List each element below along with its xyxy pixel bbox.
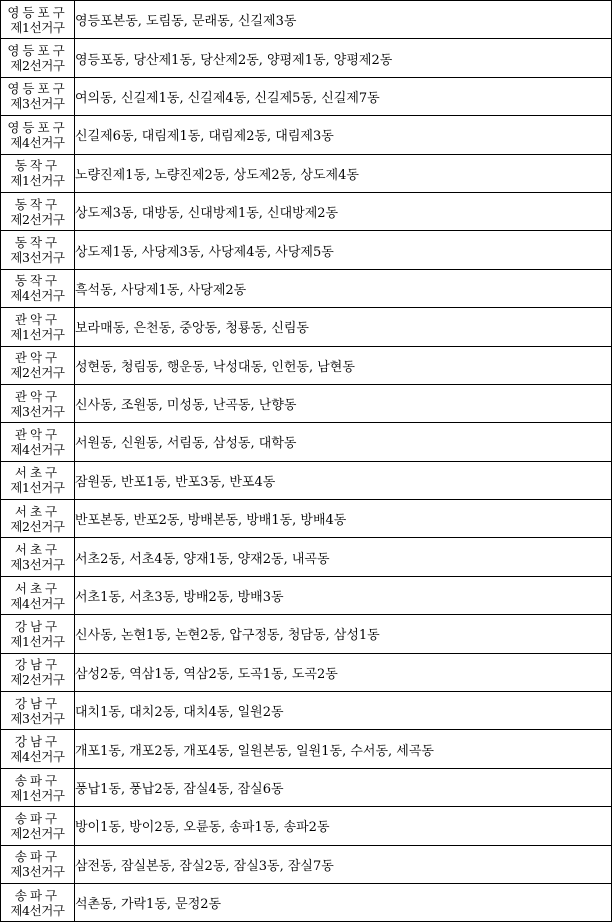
table-row: [1, 308, 612, 346]
district-name: 서초구: [14, 542, 61, 558]
district-name: 동작구: [14, 235, 61, 251]
constituency-name-cell: [1, 346, 75, 384]
dong-list-cell: 신사동, 조원동, 미성동, 난곡동, 난향동: [75, 384, 612, 422]
constituency-name-cell: [1, 39, 75, 77]
table-row: [1, 883, 612, 921]
district-name: 관악구: [14, 426, 61, 442]
table-row: [1, 538, 612, 576]
district-name: 송파구: [14, 887, 61, 903]
district-name: 동작구: [14, 158, 61, 174]
constituency-name-cell: [1, 192, 75, 230]
constituency-name-cell: [1, 576, 75, 614]
district-name: 동작구: [14, 196, 61, 212]
seat-name: 제3선거구: [10, 250, 65, 266]
constituency-name-cell: [1, 308, 75, 346]
table-row: [1, 730, 612, 768]
constituency-name-cell: [1, 461, 75, 499]
table-row: [1, 269, 612, 307]
constituency-name-cell: [1, 423, 75, 461]
seat-name: 제2선거구: [10, 58, 65, 74]
dong-list-cell: 반포본동, 반포2동, 방배본동, 방배1동, 방배4동: [75, 500, 612, 538]
seat-name: 제2선거구: [10, 211, 65, 227]
table-row: [1, 77, 612, 115]
seat-name: 제1선거구: [10, 480, 65, 496]
table-row: [1, 576, 612, 614]
table-row: [1, 807, 612, 845]
dong-list-cell: 영등포본동, 도림동, 문래동, 신길제3동: [75, 1, 612, 39]
district-name: 강남구: [14, 695, 61, 711]
district-name: 영등포구: [7, 119, 68, 135]
table-row: [1, 231, 612, 269]
constituency-name-cell: [1, 154, 75, 192]
district-name: 서초구: [14, 580, 61, 596]
district-name: 강남구: [14, 734, 61, 750]
table-row: [1, 384, 612, 422]
table-row: [1, 346, 612, 384]
dong-list-cell: 서초2동, 서초4동, 양재1동, 양재2동, 내곡동: [75, 538, 612, 576]
table-row: [1, 192, 612, 230]
seat-name: 제1선거구: [10, 787, 65, 803]
dong-list-cell: 신길제6동, 대림제1동, 대림제2동, 대림제3동: [75, 116, 612, 154]
seat-name: 제4선거구: [10, 441, 65, 457]
table-row: [1, 116, 612, 154]
seat-name: 제1선거구: [10, 173, 65, 189]
constituency-name-cell: [1, 615, 75, 653]
seat-name: 제2선거구: [10, 518, 65, 534]
table-row: [1, 653, 612, 691]
district-name: 동작구: [14, 273, 61, 289]
seat-name: 제1선거구: [10, 326, 65, 342]
dong-list-cell: 석촌동, 가락1동, 문정2동: [75, 883, 612, 921]
dong-list-cell: 대치1동, 대치2동, 대치4동, 일원2동: [75, 692, 612, 730]
seat-name: 제4선거구: [10, 288, 65, 304]
district-name: 강남구: [14, 657, 61, 673]
seat-name: 제1선거구: [10, 19, 65, 35]
district-name: 송파구: [14, 810, 61, 826]
table-row: [1, 692, 612, 730]
seat-name: 제3선거구: [10, 403, 65, 419]
table-row: [1, 154, 612, 192]
district-name: 영등포구: [7, 4, 68, 20]
constituency-name-cell: [1, 77, 75, 115]
dong-list-cell: 신사동, 논현1동, 논현2동, 압구정동, 청담동, 삼성1동: [75, 615, 612, 653]
seat-name: 제2선거구: [10, 365, 65, 381]
constituency-name-cell: [1, 384, 75, 422]
dong-list-cell: 잠원동, 반포1동, 반포3동, 반포4동: [75, 461, 612, 499]
dong-list-cell: 삼전동, 잠실본동, 잠실2동, 잠실3동, 잠실7동: [75, 845, 612, 883]
district-name: 서초구: [14, 465, 61, 481]
dong-list-cell: 노량진제1동, 노량진제2동, 상도제2동, 상도제4동: [75, 154, 612, 192]
seat-name: 제4선거구: [10, 902, 65, 918]
constituency-name-cell: [1, 883, 75, 921]
district-name: 관악구: [14, 350, 61, 366]
constituency-name-cell: [1, 730, 75, 768]
constituency-name-cell: [1, 500, 75, 538]
dong-list-cell: 서초1동, 서초3동, 방배2동, 방배3동: [75, 576, 612, 614]
dong-list-cell: 방이1동, 방이2동, 오륜동, 송파1동, 송파2동: [75, 807, 612, 845]
seat-name: 제3선거구: [10, 864, 65, 880]
dong-list-cell: 삼성2동, 역삼1동, 역삼2동, 도곡1동, 도곡2동: [75, 653, 612, 691]
district-name: 관악구: [14, 311, 61, 327]
dong-list-cell: 개포1동, 개포2동, 개포4동, 일원본동, 일원1동, 수서동, 세곡동: [75, 730, 612, 768]
table-row: [1, 615, 612, 653]
seat-name: 제3선거구: [10, 557, 65, 573]
district-name: 영등포구: [7, 81, 68, 97]
constituency-table-body: [1, 1, 612, 922]
district-name: 서초구: [14, 503, 61, 519]
district-name: 관악구: [14, 388, 61, 404]
seat-name: 제3선거구: [10, 710, 65, 726]
constituency-name-cell: [1, 692, 75, 730]
dong-list-cell: 여의동, 신길제1동, 신길제4동, 신길제5동, 신길제7동: [75, 77, 612, 115]
district-name: 강남구: [14, 618, 61, 634]
dong-list-cell: 상도제1동, 사당제3동, 사당제4동, 사당제5동: [75, 231, 612, 269]
seat-name: 제2선거구: [10, 825, 65, 841]
table-row: [1, 845, 612, 883]
table-row: [1, 39, 612, 77]
constituency-name-cell: [1, 653, 75, 691]
table-row: [1, 500, 612, 538]
district-name: 송파구: [14, 849, 61, 865]
seat-name: 제4선거구: [10, 595, 65, 611]
seat-name: 제1선거구: [10, 633, 65, 649]
district-name: 영등포구: [7, 43, 68, 59]
dong-list-cell: 상도제3동, 대방동, 신대방제1동, 신대방제2동: [75, 192, 612, 230]
constituency-name-cell: [1, 1, 75, 39]
seat-name: 제4선거구: [10, 134, 65, 150]
constituency-name-cell: [1, 116, 75, 154]
table-row: [1, 768, 612, 806]
dong-list-cell: 서원동, 신원동, 서림동, 삼성동, 대학동: [75, 423, 612, 461]
dong-list-cell: 성현동, 청림동, 행운동, 낙성대동, 인헌동, 남현동: [75, 346, 612, 384]
seat-name: 제3선거구: [10, 96, 65, 112]
table-row: [1, 461, 612, 499]
table-row: [1, 1, 612, 39]
dong-list-cell: 영등포동, 당산제1동, 당산제2동, 양평제1동, 양평제2동: [75, 39, 612, 77]
table-row: [1, 423, 612, 461]
seat-name: 제4선거구: [10, 749, 65, 765]
constituency-name-cell: [1, 269, 75, 307]
dong-list-cell: 흑석동, 사당제1동, 사당제2동: [75, 269, 612, 307]
constituency-name-cell: [1, 538, 75, 576]
constituency-name-cell: [1, 845, 75, 883]
constituency-name-cell: [1, 768, 75, 806]
dong-list-cell: 보라매동, 은천동, 중앙동, 청룡동, 신림동: [75, 308, 612, 346]
constituency-name-cell: [1, 231, 75, 269]
dong-list-cell: 풍납1동, 풍납2동, 잠실4동, 잠실6동: [75, 768, 612, 806]
constituency-name-cell: [1, 807, 75, 845]
seat-name: 제2선거구: [10, 672, 65, 688]
district-name: 송파구: [14, 772, 61, 788]
